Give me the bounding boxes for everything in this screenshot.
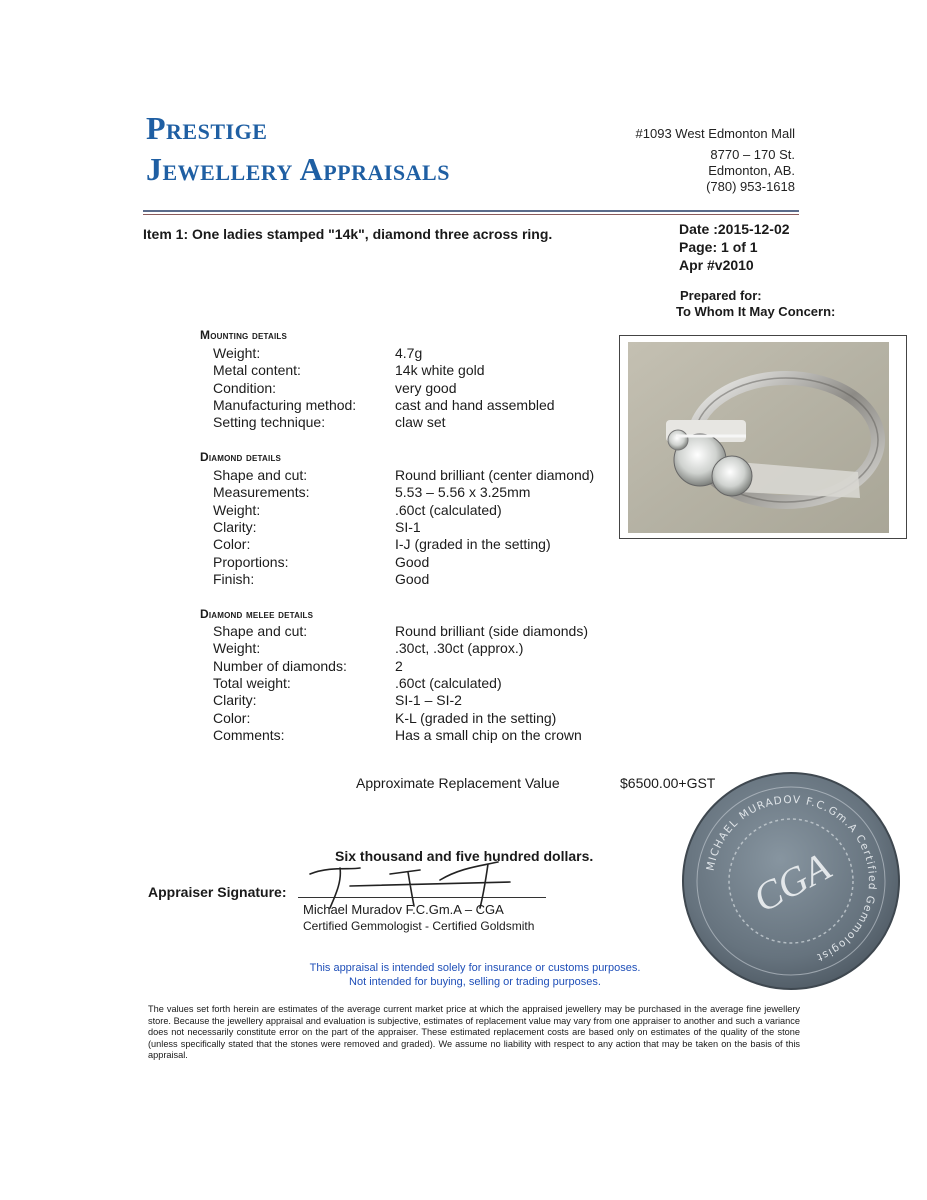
diamond-detail-label: Color: — [213, 536, 251, 553]
header-rule — [143, 210, 799, 212]
value-in-words: Six thousand and five hundred dollars. — [335, 848, 594, 864]
melee-detail-label: Comments: — [213, 726, 285, 743]
diamond-detail-value: Good — [395, 553, 430, 570]
melee-detail-value: SI-1 – SI-2 — [395, 692, 462, 709]
ring-photo — [628, 342, 889, 533]
mounting-detail-value: claw set — [395, 414, 446, 431]
address-line2: 8770 – 170 St. — [710, 147, 795, 162]
mounting-detail-label: Condition: — [213, 379, 277, 396]
seal-ring-text: MICHAEL MURADOV F.C.Gm.A Certified Gemmologist — [704, 793, 879, 964]
prepared-for-label: Prepared for: — [680, 288, 762, 303]
replacement-value-label: Approximate Replacement Value — [356, 775, 560, 791]
mounting-details-heading: Mounting details — [200, 328, 288, 342]
melee-detail-label: Clarity: — [213, 692, 257, 709]
melee-detail-value: K-L (graded in the setting) — [395, 709, 557, 726]
appraisal-number: Apr #v2010 — [679, 257, 754, 273]
diamond-detail-value: 5.53 – 5.56 x 3.25mm — [395, 484, 531, 501]
mounting-detail-value: 4.7g — [395, 345, 423, 361]
disclaimer-text: The values set forth herein are estimates of the average current market price at which the appraised jewellery may be purchased in the average fine jewellery store. Because the jewellery appraisal and evaluation is subjective, estimates of replacement value may vary from one appraiser to another and such a variance does not necessarily constitute error on the part of the appraiser. These estimated replacement costs are based only on estimates of the quality of the stone (unless specifically stated that the stones were removed and graded). We assume no liability with respect to any action that may be taken on the basis of this appraisal. — [148, 1004, 800, 1061]
appraiser-credentials: Certified Gemmologist - Certified Goldsmith — [303, 919, 535, 933]
melee-details-heading: Diamond melee details — [200, 607, 314, 621]
seal-center-text: CGA — [745, 843, 838, 921]
melee-detail-label: Color: — [213, 709, 251, 726]
mounting-detail-label: Setting technique: — [213, 414, 326, 431]
melee-detail-value: 2 — [395, 657, 403, 674]
purpose-notice-line1: This appraisal is intended solely for insurance or customs purposes. — [309, 962, 641, 974]
appraisal-date: Date :2015-12-02 — [679, 221, 790, 237]
diamond-detail-value: SI-1 — [395, 518, 421, 535]
mounting-detail-label: Manufacturing method: — [213, 396, 357, 413]
melee-detail-label: Weight: — [213, 640, 261, 657]
brand-name-line2: Jewellery Appraisals — [146, 151, 450, 187]
diamond-detail-label: Measurements: — [213, 484, 310, 501]
brand-name-line1: Prestige — [146, 110, 268, 146]
melee-detail-label: Number of diamonds: — [213, 657, 347, 674]
diamond-detail-label: Clarity: — [213, 518, 257, 535]
cga-seal — [680, 770, 902, 992]
mounting-detail-label: Metal content: — [213, 362, 301, 379]
prepared-for-recipient: To Whom It May Concern: — [676, 304, 836, 319]
diamond-detail-value: .60ct (calculated) — [395, 501, 502, 518]
melee-detail-value: .60ct (calculated) — [395, 674, 502, 691]
melee-detail-value: Round brilliant (side diamonds) — [395, 623, 588, 639]
address-line3: Edmonton, AB. — [708, 163, 795, 178]
diamond-detail-value: I-J (graded in the setting) — [395, 536, 551, 553]
melee-detail-label: Shape and cut: — [213, 623, 308, 639]
mounting-detail-value: very good — [395, 379, 457, 396]
mounting-detail-value: cast and hand assembled — [395, 396, 555, 413]
appraiser-name: Michael Muradov F.C.Gm.A – CGA — [303, 902, 504, 917]
phone-number: (780) 953-1618 — [706, 179, 795, 194]
diamond-detail-label: Finish: — [213, 570, 255, 587]
item-description: Item 1: One ladies stamped "14k", diamond three across ring. — [143, 226, 553, 242]
melee-detail-value: Has a small chip on the crown — [395, 726, 582, 743]
diamond-detail-label: Shape and cut: — [213, 467, 308, 483]
melee-detail-value: .30ct, .30ct (approx.) — [395, 640, 524, 657]
diamond-detail-value: Good — [395, 570, 430, 587]
appraiser-signature-label: Appraiser Signature: — [148, 884, 287, 900]
diamond-detail-label: Weight: — [213, 501, 261, 518]
diamond-details-heading: Diamond details — [200, 450, 282, 464]
header-rule-secondary — [143, 214, 799, 215]
melee-detail-label: Total weight: — [213, 674, 291, 691]
mounting-detail-label: Weight: — [213, 345, 261, 361]
address-line1: #1093 West Edmonton Mall — [635, 126, 795, 141]
replacement-value-amount: $6500.00+GST — [620, 775, 716, 791]
purpose-notice-line2: Not intended for buying, selling or trading purposes. — [349, 976, 601, 988]
mounting-detail-value: 14k white gold — [395, 362, 485, 379]
page-number: Page: 1 of 1 — [679, 239, 758, 255]
diamond-detail-label: Proportions: — [213, 553, 289, 570]
diamond-detail-value: Round brilliant (center diamond) — [395, 467, 595, 483]
